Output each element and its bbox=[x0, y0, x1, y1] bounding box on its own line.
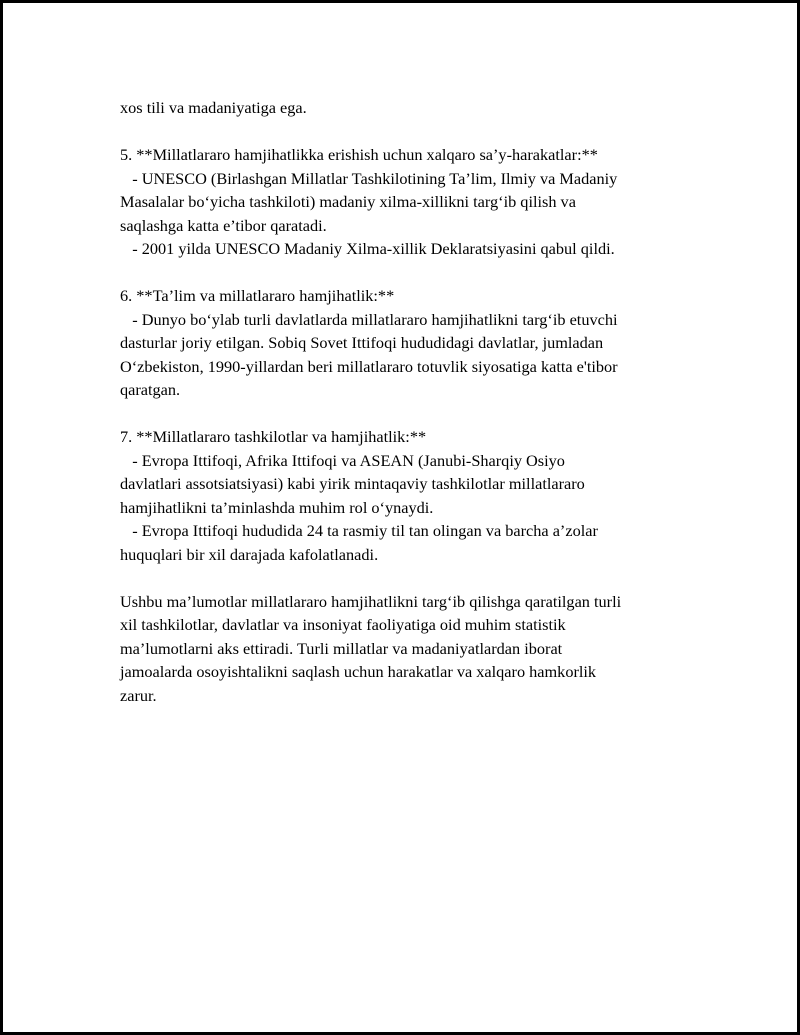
section5-bullet2-line1: - 2001 yilda UNESCO Madaniy Xilma-xillik Deklaratsiyasini qabul qildi. bbox=[120, 239, 615, 258]
section7-bullet2-line2: huquqlari bir xil darajada kafolatlanadi. bbox=[120, 544, 379, 564]
document-body bbox=[120, 96, 700, 707]
conclusion-line2: xil tashkilotlar, davlatlar va insoniyat faoliyatiga oid muhim statistik bbox=[120, 615, 566, 634]
paragraph-spacer bbox=[120, 402, 700, 426]
section6-bullet1-line4: qaratgan. bbox=[120, 380, 181, 399]
section5-heading: 5. **Millatlararo hamjihatlikka erishish uchun xalqaro sa’y-harakatlar:** bbox=[120, 145, 598, 164]
section7-bullet1-line3: hamjihatlikni ta’minlashda muhim rol o‘ynaydi. bbox=[120, 497, 434, 517]
section7-bullet1-line2: davlatlari assotsiatsiyasi) kabi yirik mintaqaviy tashkilotlar millatlararo bbox=[120, 474, 585, 493]
section7-bullet1-line1: - Evropa Ittifoqi, Afrika Ittifoqi va ASEAN (Janubi-Sharqiy Osiyo bbox=[120, 450, 565, 470]
conclusion-line3: ma’lumotlarni aks ettiradi. Turli millatlar va madaniyatlardan iborat bbox=[120, 638, 563, 658]
section7-bullet2-line1: - Evropa Ittifoqi hududida 24 ta rasmiy til tan olingan va barcha a’zolar bbox=[120, 521, 598, 540]
section7-heading: 7. **Millatlararo tashkilotlar va hamjihatlik:** bbox=[120, 427, 427, 446]
section6-heading: 6. **Ta’lim va millatlararo hamjihatlik:** bbox=[120, 286, 395, 305]
section6-bullet1-line3: O‘zbekiston, 1990-yillardan beri millatlararo totuvlik siyosatiga katta e'tibor bbox=[120, 356, 618, 376]
section5-bullet1-line3: saqlashga katta e’tibor qaratadi. bbox=[120, 215, 327, 235]
section5-bullet1-line1: - UNESCO (Birlashgan Millatlar Tashkilotining Ta’lim, Ilmiy va Madaniy bbox=[120, 168, 618, 188]
paragraph-spacer bbox=[120, 566, 700, 590]
section5-bullet1-line2: Masalalar bo‘yicha tashkiloti) madaniy xilma-xillikni targ‘ib qilish va bbox=[120, 192, 576, 211]
paragraph-spacer bbox=[120, 120, 700, 144]
conclusion-line5: zarur. bbox=[120, 685, 157, 705]
section6-bullet1-line1: - Dunyo bo‘ylab turli davlatlarda millatlararo hamjihatlikni targ‘ib etuvchi bbox=[120, 309, 618, 329]
conclusion-line1: Ushbu ma’lumotlar millatlararo hamjihatlikni targ‘ib qilishga qaratilgan turli bbox=[120, 591, 622, 611]
intro-tail-text: xos tili va madaniyatiga ega. bbox=[120, 98, 307, 117]
paragraph-spacer bbox=[120, 261, 700, 285]
section6-bullet1-line2: dasturlar joriy etilgan. Sobiq Sovet Ittifoqi hududidagi davlatlar, jumladan bbox=[120, 333, 604, 352]
conclusion-line4: jamoalarda osoyishtalikni saqlash uchun harakatlar va xalqaro hamkorlik bbox=[120, 662, 597, 681]
